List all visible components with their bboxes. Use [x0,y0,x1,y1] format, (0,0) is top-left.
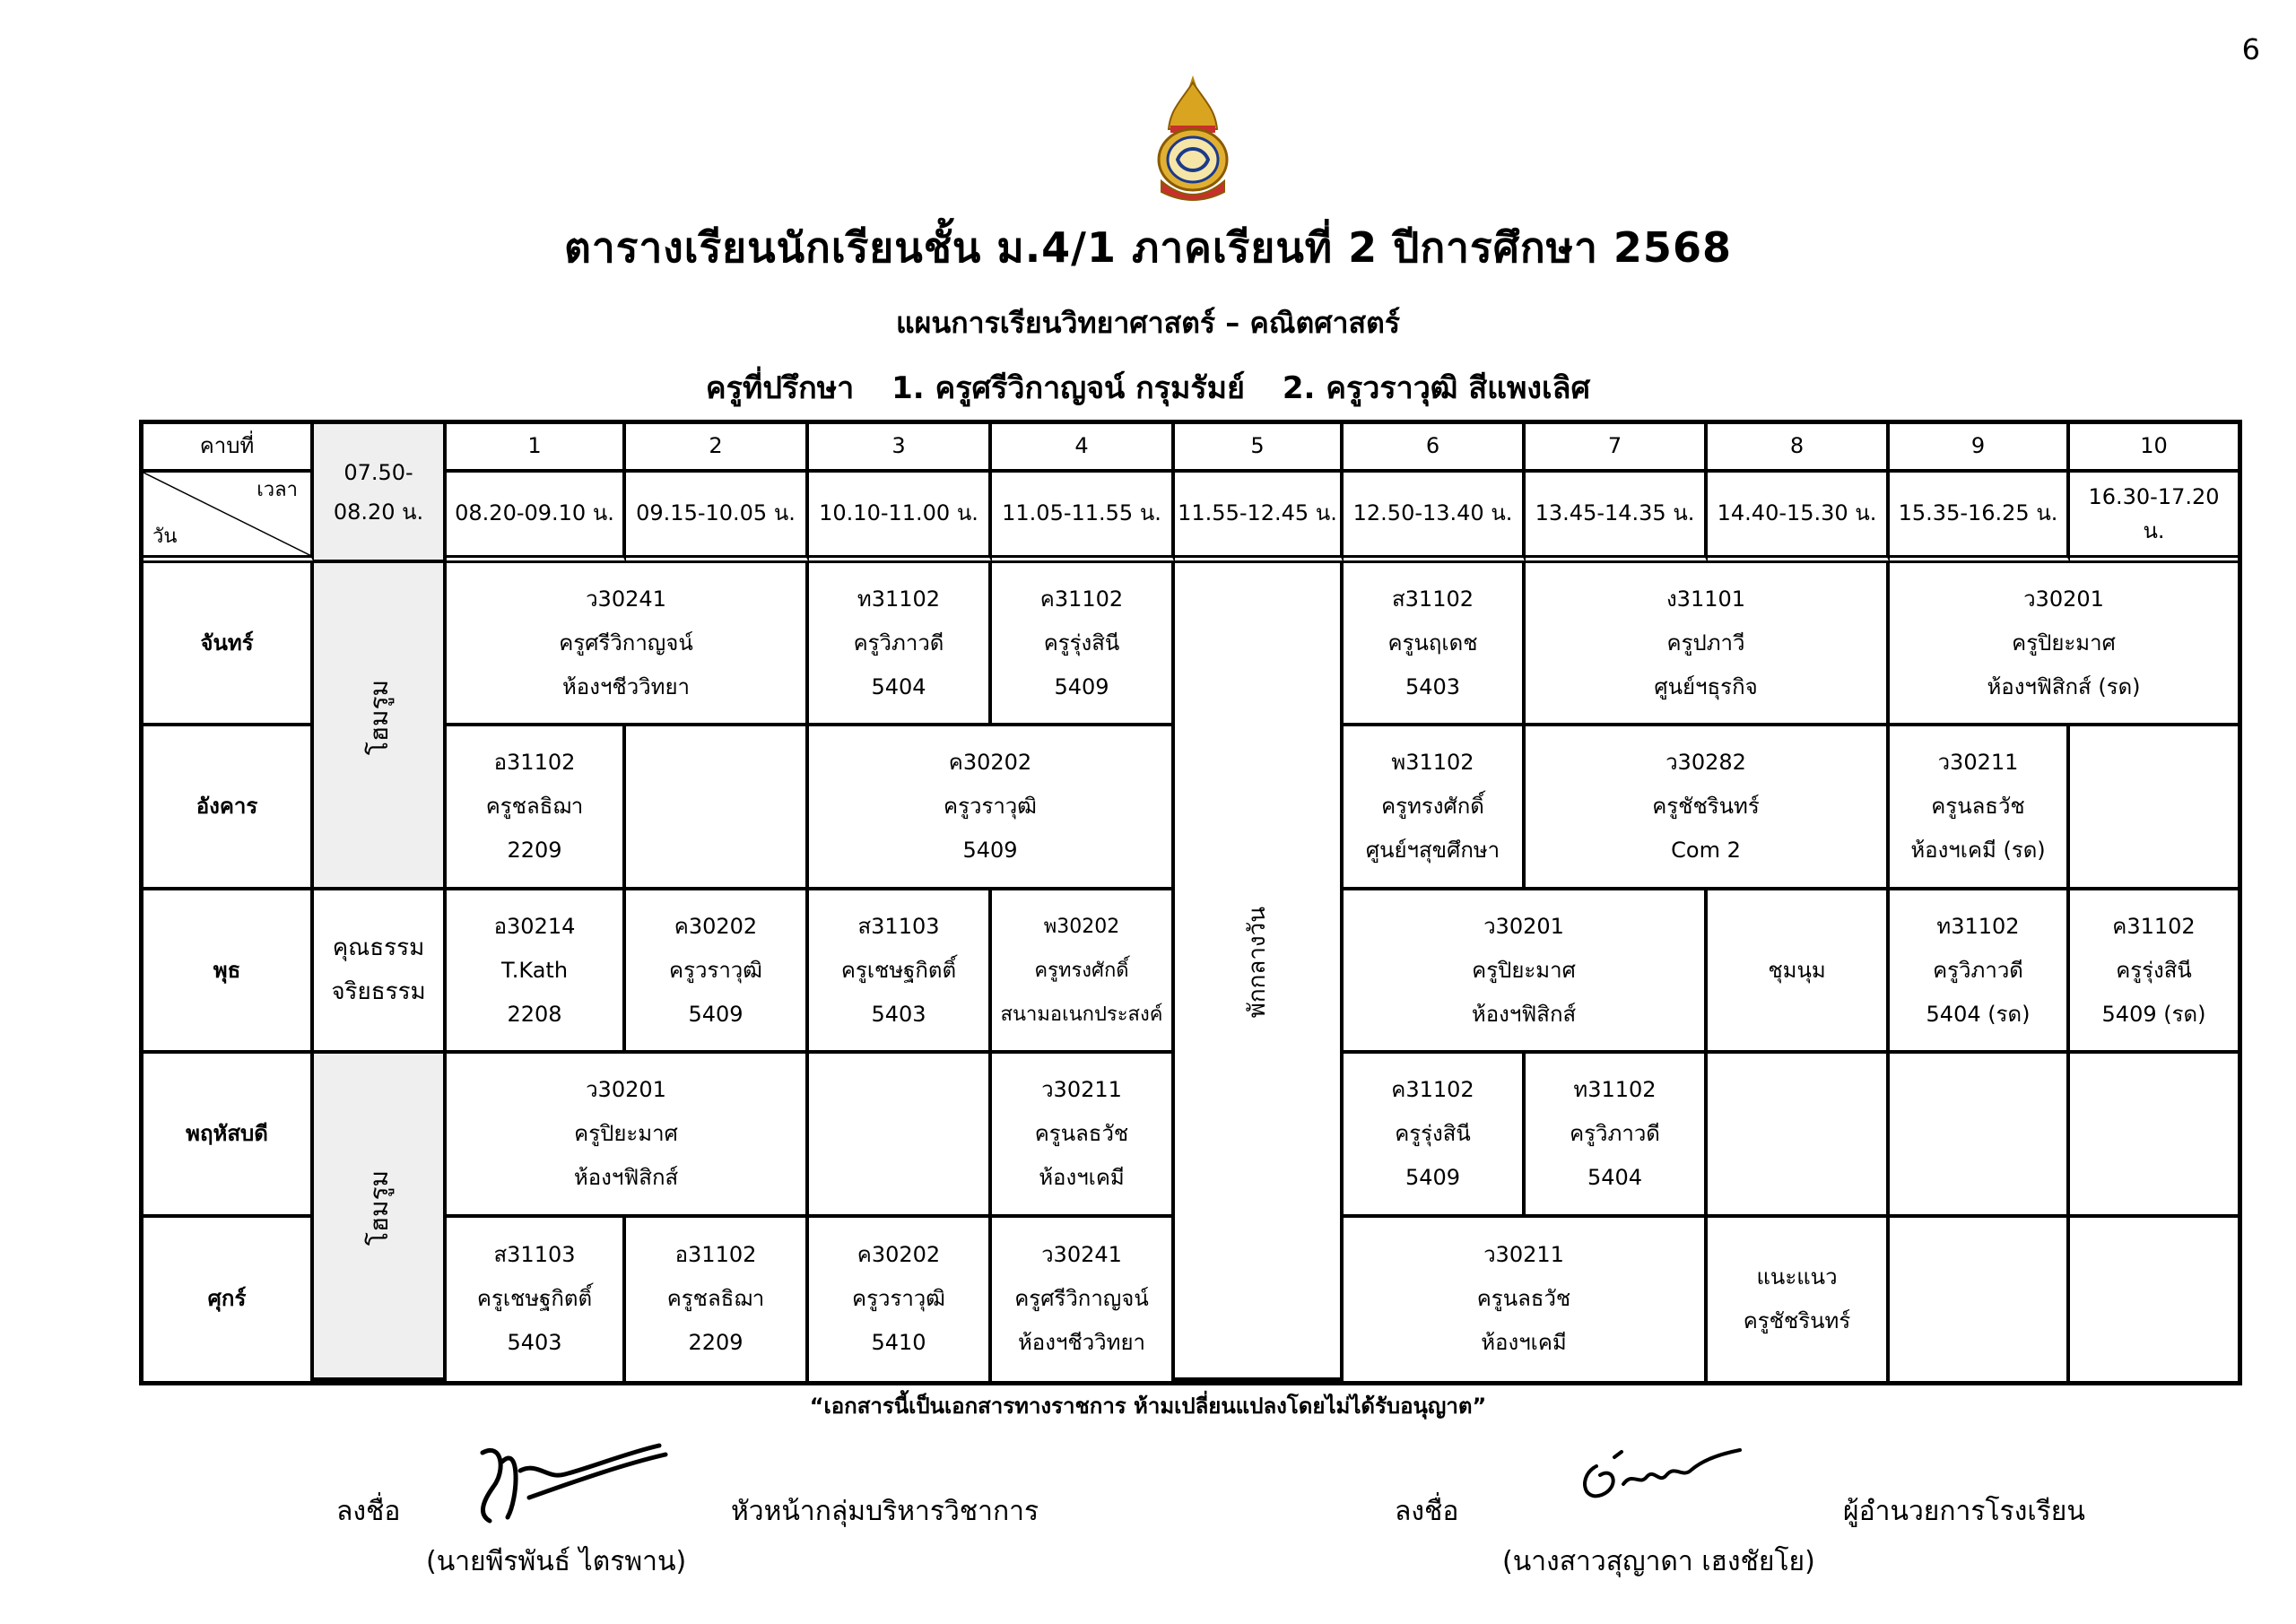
class-cell [447,563,809,726]
room: 5409 [688,1001,744,1027]
teacher: ครูนลธวัช [1034,1120,1129,1146]
class-cell [447,890,626,1054]
subject-code: ว30201 [586,1076,666,1102]
teacher: ครูนลธวัช [1931,794,2025,820]
period-2: 2 [626,424,809,473]
class-cell [809,726,1175,890]
time-9: 15.35-16.25 น. [1890,473,2070,563]
subject-code: พ30202 [1043,915,1120,938]
guidance-cell [1708,1218,1890,1381]
time-day-corner [144,473,314,563]
teacher: ครูปิยะมาศ [574,1120,678,1146]
teacher: ครูนฤเดช [1387,630,1478,656]
teacher: ครูรุ่งสินี [1043,630,1120,656]
period-3: 3 [809,424,992,473]
time-10 [2070,473,2238,563]
homeroom-cell-am [314,563,447,890]
period-1: 1 [447,424,626,473]
class-cell [809,1218,992,1381]
time-10-range: 16.30-17.20 [2088,483,2220,509]
teacher: ครูชลธิฌา [666,1286,765,1312]
subject-code: ว30201 [1483,913,1564,939]
room: ห้องฯฟิสิกส์ (รด) [1987,673,2141,699]
day-monday: จันทร์ [144,563,314,726]
official-notice: “เอกสารนี้เป็นเอกสารทางราชการ ห้ามเปลี่ยนแปลงโดยไม่ได้รับอนุญาต” [809,1394,1487,1419]
empty-cell [809,1054,992,1217]
signature-left-icon [466,1435,673,1529]
class-cell [1526,1054,1708,1217]
subject-code: ค31102 [1039,586,1124,612]
class-cell [1890,563,2238,726]
empty-cell [1890,1218,2070,1381]
room: ห้องฯฟิสิกส์ [573,1164,679,1190]
page-title: ตารางเรียนนักเรียนชั้น ม.4/1 ภาคเรียนที่ 2 ปีการศึกษา 2568 [564,223,1732,272]
day-tuesday: อังคาร [144,726,314,890]
teacher: ครูรุ่งสินี [1395,1120,1471,1146]
empty-cell [1890,1054,2070,1217]
time-1: 08.20-09.10 น. [447,473,626,563]
subject-code: ว30241 [1041,1242,1122,1268]
room: 5404 [871,673,926,699]
time-7: 13.45-14.35 น. [1526,473,1708,563]
class-cell [992,890,1175,1054]
advisor-1: 1. ครูศรีวิกาญจน์ กรุมรัมย์ [891,370,1245,406]
subject-code: ค30202 [674,913,758,939]
room: 5404 (รด) [1926,1001,2031,1027]
room: 5403 [871,1001,926,1027]
homeroom-label: โฮมรูม [363,1170,394,1246]
day-label: วัน [152,525,178,549]
day-thursday: พฤหัสบดี [144,1054,314,1217]
room: ห้องฯเคมี [1481,1330,1567,1356]
room: ห้องฯเคมี [1039,1164,1125,1190]
period-6: 6 [1344,424,1526,473]
class-cell [809,890,992,1054]
subject-code: อ31102 [674,1242,757,1268]
advisor-2: 2. ครูวราวุฒิ สีแพงเลิศ [1282,370,1591,406]
room: Com 2 [1671,838,1741,864]
time-4: 11.05-11.55 น. [992,473,1175,563]
room: สนามอเนกประสงค์ [1000,1003,1163,1026]
teacher: ครูเชษฐกิตติ์ [840,957,957,983]
teacher: ครูปิยะมาศ [2012,630,2116,656]
ethics-label-1: คุณธรรม [332,934,425,961]
subject-code: ว30211 [1483,1242,1564,1268]
subject-code: ว30211 [1041,1076,1122,1102]
teacher: ครูวราวุฒิ [944,794,1037,820]
period-8: 8 [1708,424,1890,473]
room: 2209 [688,1330,744,1356]
class-cell [1344,1054,1526,1217]
period-10: 10 [2070,424,2238,473]
subject-code: ส31103 [857,913,940,939]
class-cell [1344,563,1526,726]
class-cell [1344,726,1526,890]
room: ห้องฯชีววิทยา [1017,1330,1146,1356]
room: 5403 [1405,673,1461,699]
advisors-label: ครูที่ปรึกษา [705,370,855,406]
teacher: ครูปิยะมาศ [1472,957,1576,983]
class-cell [992,1218,1175,1381]
guidance-label: แนะแนว [1756,1264,1838,1290]
class-cell [626,890,809,1054]
room: 5403 [507,1330,562,1356]
empty-cell [2070,726,2238,890]
subject-code: ส31103 [493,1242,576,1268]
subject-code: ง31101 [1665,586,1746,612]
time-6: 12.50-13.40 น. [1344,473,1526,563]
teacher: ครูรุ่งสินี [2116,957,2192,983]
room: ห้องฯเคมี (รด) [1910,838,2046,864]
advisors-line [0,363,2296,412]
class-cell [447,1054,809,1217]
homeroom-time-end: 08.20 น. [333,499,424,525]
room: 5409 [1405,1164,1461,1190]
position-right: ผู้อำนวยการโรงเรียน [1843,1496,2085,1527]
teacher: ครูนลธวัช [1476,1286,1571,1312]
room: ห้องฯชีววิทยา [561,673,691,699]
position-left: หัวหน้ากลุ่มบริหารวิชาการ [731,1496,1039,1527]
ethics-label-2: จริยธรรม [331,978,426,1005]
subject-code: อ31102 [493,750,576,776]
homeroom-cell-pm [314,1054,447,1381]
lunch-break-cell [1175,563,1344,1381]
homeroom-time-cell [314,424,447,563]
subject-code: ท31102 [857,586,941,612]
teacher: ครูวราวุฒิ [852,1286,945,1312]
empty-cell [626,726,809,890]
empty-cell [2070,1054,2238,1217]
signer-name-left: (นายพีรพันธ์ ไตรพาน) [426,1546,687,1577]
class-cell [992,563,1175,726]
teacher: ครูปภาวี [1666,630,1745,656]
timetable [139,420,2242,1385]
subject-code: ว30282 [1665,750,1746,776]
subject-code: ว30211 [1937,750,2019,776]
teacher: ครูชัชรินทร์ [1652,794,1760,820]
room: ศูนย์ฯสุขศึกษา [1365,838,1500,864]
class-cell [447,726,626,890]
subject-code: ค31102 [2112,913,2196,939]
class-cell [626,1218,809,1381]
room: 5404 [1587,1164,1643,1190]
empty-cell [2070,1218,2238,1381]
club-cell: ชุมนุม [1708,890,1890,1054]
class-cell [447,1218,626,1381]
teacher: ครูศรีวิกาญจน์ [559,630,693,656]
school-emblem-icon [1151,74,1235,208]
teacher: ครูชลธิฌา [485,794,584,820]
lunch-label: พักกลางวัน [1243,907,1271,1019]
ethics-cell [314,890,447,1054]
homeroom-label: โฮมรูม [363,679,394,755]
room: 5410 [871,1330,926,1356]
subject-code: ค30202 [948,750,1032,776]
signature-right-icon [1570,1439,1749,1511]
room: 2209 [507,838,562,864]
teacher: ครูทรงศักดิ์ [1034,959,1129,982]
empty-cell [1708,1054,1890,1217]
page-subtitle: แผนการเรียนวิทยาศาสตร์ – คณิตศาสตร์ [895,306,1401,340]
class-cell [809,563,992,726]
teacher: ครูศรีวิกาญจน์ [1014,1286,1149,1312]
class-cell [1526,563,1890,726]
sign-label-left: ลงชื่อ [336,1496,401,1527]
subject-code: ท31102 [1573,1076,1657,1102]
period-7: 7 [1526,424,1708,473]
subject-code: ว30241 [586,586,666,612]
subject-code: พ31102 [1391,750,1474,776]
period-9: 9 [1890,424,2070,473]
room: 2208 [507,1001,562,1027]
period-4: 4 [992,424,1175,473]
teacher: ครูชัชรินทร์ [1743,1307,1851,1333]
subject-code: ค31102 [1391,1076,1474,1102]
room: 5409 [962,838,1018,864]
teacher: ครูวิภาวดี [1933,957,2023,983]
class-cell [1344,1218,1708,1381]
subject-code: ส31102 [1392,586,1474,612]
subject-code: ว30201 [2023,586,2104,612]
class-cell [992,1054,1175,1217]
period-label: คาบที่ [199,433,255,459]
time-8: 14.40-15.30 น. [1708,473,1890,563]
class-cell [2070,890,2238,1054]
teacher: ครูวราวุฒิ [669,957,762,983]
room: ศูนย์ฯธุรกิจ [1654,673,1758,699]
class-cell [1344,890,1708,1054]
time-label: เวลา [257,478,298,501]
room: ห้องฯฟิสิกส์ [1471,1001,1577,1027]
class-cell [1526,726,1890,890]
period-label-cell [144,424,314,473]
teacher: ครูวิภาวดี [853,630,944,656]
teacher: T.Kath [500,957,569,983]
subject-code: อ30214 [493,913,576,939]
signer-name-right: (นางสาวสุญาดา เฮงชัยโย) [1502,1546,1815,1577]
room: 5409 (รด) [2101,1001,2206,1027]
period-5: 5 [1175,424,1344,473]
class-cell [1890,726,2070,890]
subject-code: ค30202 [857,1242,941,1268]
day-wednesday: พุธ [144,890,314,1054]
time-3: 10.10-11.00 น. [809,473,992,563]
time-5: 11.55-12.45 น. [1175,473,1344,563]
day-friday: ศุกร์ [144,1218,314,1381]
time-10-unit: น. [2143,517,2165,543]
teacher: ครูวิภาวดี [1570,1120,1660,1146]
room: 5409 [1054,673,1109,699]
homeroom-time-start: 07.50- [344,459,413,485]
subject-code: ท31102 [1936,913,2020,939]
class-cell [1890,890,2070,1054]
row-monday [144,563,2238,726]
time-2: 09.15-10.05 น. [626,473,809,563]
sign-label-right: ลงชื่อ [1395,1496,1459,1527]
teacher: ครูทรงศักดิ์ [1381,794,1484,820]
teacher: ครูเชษฐกิตติ์ [476,1286,593,1312]
page-number: 6 [2241,32,2260,66]
